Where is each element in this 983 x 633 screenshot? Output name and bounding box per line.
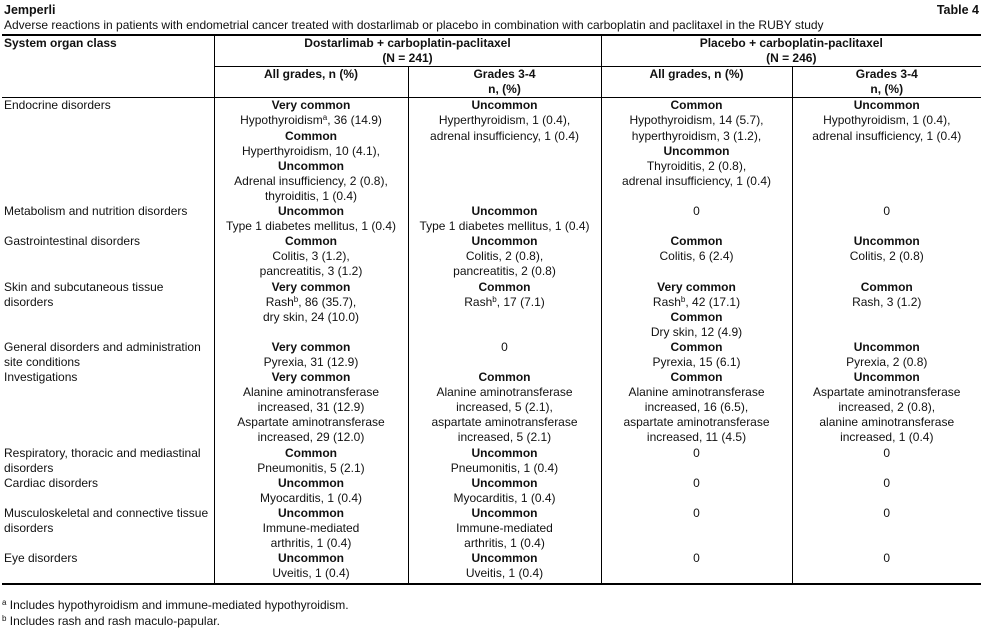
frequency-cell (214, 476, 408, 506)
reaction-entry: Colitis, 2 (0.8) (849, 249, 924, 264)
frequency-label: Uncommon (471, 551, 538, 566)
table-row (2, 98, 981, 204)
frequency-label: Common (670, 309, 723, 324)
reaction-entry: adrenal insufficiency, 1 (0.4) (622, 173, 771, 188)
frequency-label: Very common (271, 339, 351, 354)
footnote-marker: b (293, 294, 299, 304)
frequency-label: Common (860, 279, 913, 294)
reaction-entry: Rash$^b$, 17 (7.1) (464, 294, 545, 309)
reaction-entry: increased, 29 (12.0) (257, 430, 365, 445)
frequency-cell (408, 98, 601, 204)
all-grades-header: All grades, n (%) (601, 67, 792, 98)
grades-3-4-header: Grades 3-4 n, (%) (792, 67, 981, 98)
reaction-entry: 0 (883, 475, 891, 490)
reaction-entry: Colitis, 6 (2.4) (659, 249, 734, 264)
frequency-cell (601, 551, 792, 584)
reaction-entry: Myocarditis, 1 (0.4) (453, 490, 556, 505)
frequency-label: Uncommon (471, 475, 538, 490)
footnote-b: $^b$ Includes rash and rash maculo-papular. (2, 614, 220, 628)
frequency-label: Uncommon (853, 370, 920, 385)
frequency-label: Uncommon (663, 143, 730, 158)
reaction-entry: aspartate aminotransferase (623, 415, 770, 430)
frequency-label: Common (670, 370, 723, 385)
reaction-entry: 0 (883, 551, 891, 566)
frequency-cell (792, 551, 981, 584)
document-header (4, 3, 979, 33)
frequency-cell (792, 98, 981, 204)
frequency-label: Uncommon (853, 234, 920, 249)
frequency-label: Common (285, 234, 337, 249)
reaction-entry: increased, 11 (4.5) (646, 430, 747, 445)
reaction-entry: increased, 1 (0.4) (840, 430, 934, 445)
reaction-entry: Hypothyroidism, 14 (5.7), (629, 113, 764, 128)
system-organ-class-cell: Respiratory, thoracic and mediastinal disorders (4, 445, 201, 475)
reaction-entry: adrenal insufficiency, 1 (0.4) (430, 128, 579, 143)
soc-column-header: System organ class (2, 35, 214, 98)
table-row (2, 506, 981, 551)
table-row (2, 476, 981, 506)
frequency-cell (601, 98, 792, 204)
system-organ-class-cell: Skin and subcutaneous tissue disorders (4, 279, 164, 309)
reaction-entry: Colitis, 2 (0.8), (465, 249, 544, 264)
reaction-entry: increased, 5 (2.1), (456, 400, 553, 415)
frequency-label: Uncommon (278, 158, 344, 173)
frequency-label: Very common (271, 98, 351, 113)
reaction-entry: increased, 5 (2.1) (457, 430, 552, 445)
reaction-entry: adrenal insufficiency, 1 (0.4) (812, 128, 962, 143)
reaction-entry: Thyroiditis, 2 (0.8), (646, 158, 747, 173)
frequency-cell (792, 340, 981, 370)
frequency-label: Uncommon (278, 505, 344, 520)
system-organ-class-cell: Cardiac disorders (4, 475, 99, 490)
frequency-label: Common (670, 234, 723, 249)
reaction-entry: thyroiditis, 1 (0.4) (264, 188, 358, 203)
frequency-label: Uncommon (471, 505, 538, 520)
frequency-label: Uncommon (471, 204, 538, 219)
reaction-entry: Rash$^b$, 42 (17.1) (652, 294, 741, 309)
frequency-label: Uncommon (471, 234, 538, 249)
reaction-entry: Rash, 3 (1.2) (852, 294, 922, 309)
table-row (2, 370, 981, 445)
reaction-entry: Alanine aminotransferase (628, 385, 765, 400)
frequency-label: Uncommon (278, 475, 344, 490)
adverse-reactions-table (2, 34, 981, 585)
frequency-cell (792, 370, 981, 445)
frequency-cell (601, 234, 792, 279)
reaction-entry: Hypothyroidism, 1 (0.4), (823, 113, 951, 128)
reaction-entry: Pneumonitis, 5 (2.1) (257, 460, 365, 475)
frequency-label: Common (285, 445, 337, 460)
frequency-cell (408, 234, 601, 279)
reaction-entry: Type 1 diabetes mellitus, 1 (0.4) (225, 219, 397, 234)
grades-3-4-header: Grades 3-4 n, (%) (408, 67, 601, 98)
frequency-cell (214, 446, 408, 476)
frequency-label: Common (285, 128, 337, 143)
reaction-entry: alanine aminotransferase (819, 415, 955, 430)
reaction-entry: 0 (693, 204, 700, 219)
reaction-entry: 0 (501, 339, 508, 354)
reaction-entry: Immune-mediated (456, 521, 553, 535)
table-caption: Adverse reactions in patients with endometrial cancer treated with dostarlimab or placebo in combination with carboplatin and paclitaxel in the RUBY study (4, 18, 824, 32)
placebo-arm-header: Placebo + carboplatin-paclitaxel (N = 246) (601, 35, 981, 67)
frequency-label: Common (670, 98, 723, 113)
frequency-cell (792, 234, 981, 279)
table-row (2, 204, 981, 234)
reaction-entry: Rash$^b$, 86 (35.7), (265, 294, 357, 309)
frequency-cell (601, 476, 792, 506)
frequency-label: Uncommon (278, 551, 344, 566)
reaction-entry: 0 (693, 475, 700, 490)
table-number: Table 4 (936, 3, 979, 17)
frequency-cell (408, 280, 601, 340)
frequency-cell (408, 446, 601, 476)
frequency-cell (408, 204, 601, 234)
frequency-cell (601, 340, 792, 370)
frequency-cell (214, 280, 408, 340)
reaction-entry: Dry skin, 12 (4.9) (650, 324, 743, 339)
frequency-cell (214, 204, 408, 234)
frequency-label: Uncommon (471, 98, 538, 113)
reaction-entry: 0 (693, 505, 700, 520)
system-organ-class-cell: Musculoskeletal and connective tissue disorders (4, 505, 209, 535)
reaction-entry: pancreatitis, 3 (1.2) (259, 264, 363, 279)
frequency-cell (214, 340, 408, 370)
frequency-label: Common (670, 339, 723, 354)
reaction-entry: Uveitis, 1 (0.4) (272, 566, 350, 581)
frequency-label: Uncommon (278, 204, 344, 219)
frequency-label: Very common (271, 279, 351, 294)
frequency-cell (601, 370, 792, 445)
frequency-cell (408, 340, 601, 370)
frequency-label: Uncommon (853, 98, 920, 113)
table-row (2, 234, 981, 279)
system-organ-class-cell: General disorders and administration site conditions (4, 339, 201, 369)
reaction-entry: Aspartate aminotransferase (237, 415, 385, 430)
reaction-entry: increased, 2 (0.8), (838, 400, 936, 415)
footnote-a: $^a$ Includes hypothyroidism and immune-mediated hypothyroidism. (2, 598, 349, 612)
reaction-entry: pancreatitis, 2 (0.8) (453, 264, 556, 279)
table-row (2, 551, 981, 584)
frequency-cell (601, 446, 792, 476)
frequency-cell (408, 370, 601, 445)
reaction-entry: increased, 31 (12.9) (257, 400, 365, 415)
frequency-cell (214, 506, 408, 551)
frequency-label: Common (478, 279, 531, 294)
table-body (2, 98, 981, 585)
reaction-entry: Alanine aminotransferase (242, 385, 380, 400)
table-row (2, 446, 981, 476)
reaction-entry: 0 (883, 204, 891, 219)
frequency-cell (792, 476, 981, 506)
frequency-cell (601, 204, 792, 234)
frequency-cell (214, 551, 408, 584)
reaction-entry: hyperthyroidism, 3 (1.2), (631, 128, 762, 143)
frequency-cell (408, 476, 601, 506)
reaction-entry: Pyrexia, 2 (0.8) (846, 354, 928, 369)
footnote-marker: b (492, 294, 497, 304)
system-organ-class-cell: Endocrine disorders (4, 98, 111, 113)
reaction-entry: 0 (883, 445, 891, 460)
frequency-cell (792, 280, 981, 340)
reaction-entry: Immune-mediated (262, 521, 360, 535)
table-row (2, 340, 981, 370)
frequency-cell (214, 234, 408, 279)
reaction-entry: increased, 16 (6.5), (644, 400, 749, 415)
frequency-cell (792, 446, 981, 476)
reaction-entry: Colitis, 3 (1.2), (272, 249, 350, 264)
reaction-entry: Alanine aminotransferase (436, 385, 573, 400)
reaction-entry: aspartate aminotransferase (431, 415, 578, 430)
reaction-entry: Pneumonitis, 1 (0.4) (450, 460, 559, 475)
reaction-entry: 0 (693, 445, 700, 460)
frequency-cell (214, 98, 408, 204)
frequency-label: Uncommon (471, 445, 538, 460)
frequency-cell (408, 506, 601, 551)
frequency-cell (214, 370, 408, 445)
reaction-entry: Hypothyroidism$^a$, 36 (14.9) (240, 113, 382, 128)
reaction-entry: Uveitis, 1 (0.4) (465, 566, 544, 581)
frequency-cell (792, 506, 981, 551)
reaction-entry: Pyrexia, 15 (6.1) (652, 354, 741, 369)
brand-name: Jemperli (4, 3, 56, 17)
reaction-entry: dry skin, 24 (10.0) (262, 309, 360, 324)
frequency-label: Very common (657, 279, 736, 294)
system-organ-class-cell: Eye disorders (2, 551, 214, 584)
frequency-cell (792, 204, 981, 234)
all-grades-header: All grades, n (%) (214, 67, 408, 98)
frequency-label: Common (478, 370, 531, 385)
reaction-entry: Pyrexia, 31 (12.9) (263, 354, 359, 369)
footnote-marker: b (680, 294, 686, 304)
reaction-entry: Adrenal insufficiency, 2 (0.8), (234, 173, 388, 188)
reaction-entry: arthritis, 1 (0.4) (464, 536, 545, 551)
reaction-entry: 0 (693, 551, 700, 566)
reaction-entry: Aspartate aminotransferase (813, 385, 961, 400)
reaction-entry: Myocarditis, 1 (0.4) (259, 490, 363, 505)
table-row (2, 280, 981, 340)
reaction-entry: arthritis, 1 (0.4) (270, 536, 352, 551)
frequency-label: Uncommon (853, 339, 920, 354)
frequency-cell (601, 506, 792, 551)
footnote-marker: a (322, 113, 328, 123)
frequency-cell (601, 280, 792, 340)
reaction-entry: 0 (883, 505, 891, 520)
reaction-entry: Hyperthyroidism, 10 (4.1), (241, 143, 381, 158)
dostarlimab-arm-header: Dostarlimab + carboplatin-paclitaxel (N = 241) (214, 35, 601, 67)
system-organ-class-cell: Investigations (4, 370, 78, 385)
reaction-entry: Type 1 diabetes mellitus, 1 (0.4) (419, 219, 590, 234)
system-organ-class-cell: Metabolism and nutrition disorders (4, 204, 188, 219)
frequency-label: Very common (271, 370, 351, 385)
frequency-cell (408, 551, 601, 584)
reaction-entry: Hyperthyroidism, 1 (0.4), (438, 113, 571, 128)
system-organ-class-cell: Gastrointestinal disorders (4, 234, 141, 249)
